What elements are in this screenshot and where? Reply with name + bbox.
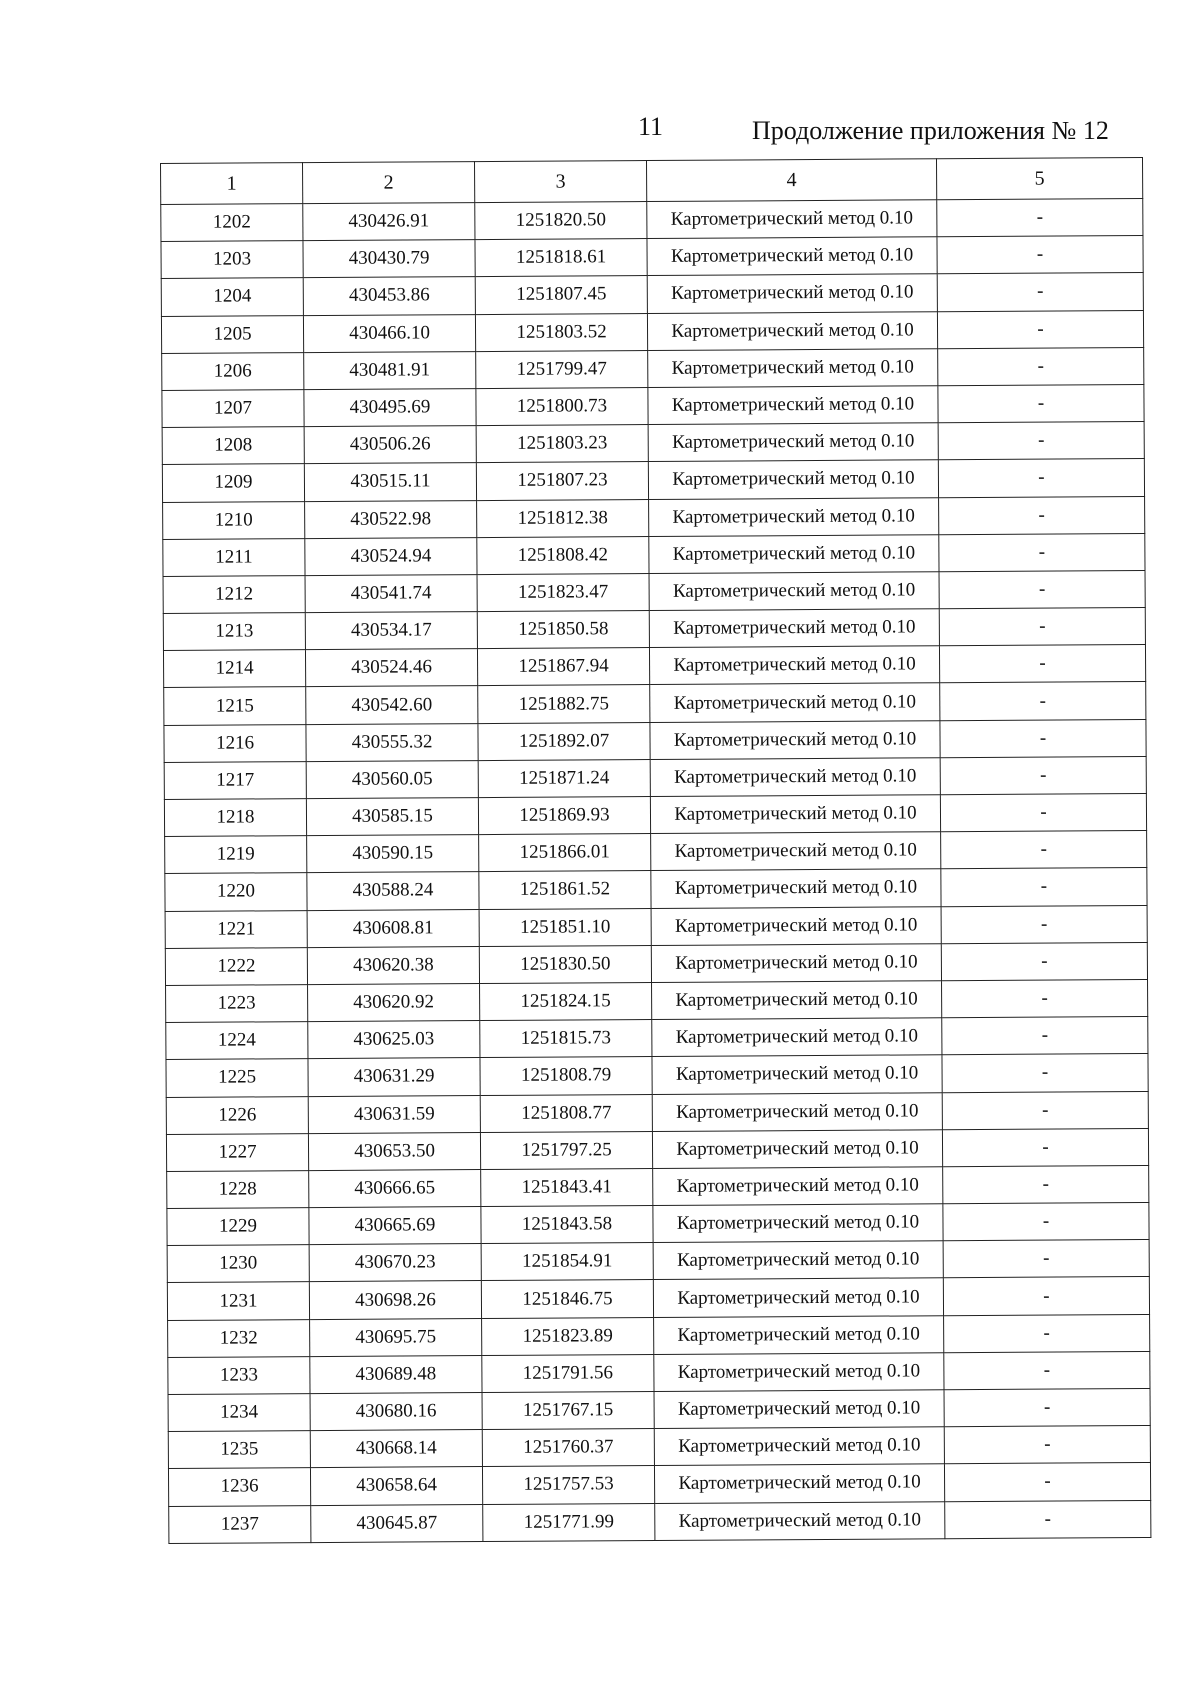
method-cell: Картометрический метод 0.10 xyxy=(655,1501,945,1540)
method-cell: Картометрический метод 0.10 xyxy=(649,609,939,648)
table-row xyxy=(168,1463,1150,1506)
note-cell: - xyxy=(938,384,1144,422)
method-cell: Картометрический метод 0.10 xyxy=(654,1353,944,1392)
point-number-cell: 1213 xyxy=(163,613,305,651)
table-row xyxy=(169,1500,1151,1543)
note-cell: - xyxy=(938,459,1144,497)
y-coordinate-cell: 1251882.75 xyxy=(478,685,650,723)
page-heading: Продолжение приложения № 12 xyxy=(752,116,1109,145)
point-number-cell: 1210 xyxy=(163,501,305,539)
method-cell: Картометрический метод 0.10 xyxy=(652,1055,942,1094)
x-coordinate-cell: 430698.26 xyxy=(309,1281,481,1319)
note-cell: - xyxy=(943,1165,1149,1203)
point-number-cell: 1224 xyxy=(166,1022,308,1060)
point-number-cell: 1215 xyxy=(164,687,306,725)
x-coordinate-cell: 430541.74 xyxy=(305,574,477,612)
y-coordinate-cell: 1251807.23 xyxy=(476,462,648,500)
point-number-cell: 1211 xyxy=(163,538,305,576)
method-cell: Картометрический метод 0.10 xyxy=(652,981,942,1020)
note-cell: - xyxy=(941,868,1147,906)
point-number-cell: 1227 xyxy=(166,1133,308,1171)
y-coordinate-cell: 1251871.24 xyxy=(478,759,650,797)
method-cell: Картометрический метод 0.10 xyxy=(654,1315,944,1354)
x-coordinate-cell: 430555.32 xyxy=(306,723,478,761)
note-cell: - xyxy=(942,1128,1148,1166)
y-coordinate-cell: 1251850.58 xyxy=(477,611,649,649)
point-number-cell: 1225 xyxy=(166,1059,308,1097)
method-cell: Картометрический метод 0.10 xyxy=(649,534,939,573)
y-coordinate-cell: 1251803.52 xyxy=(475,313,647,351)
table-row xyxy=(167,1277,1149,1320)
column-header-2: 2 xyxy=(303,162,475,204)
point-number-cell: 1220 xyxy=(165,873,307,911)
header-row xyxy=(161,157,1143,204)
note-cell: - xyxy=(941,942,1147,980)
x-coordinate-cell: 430515.11 xyxy=(304,463,476,501)
table-row xyxy=(163,570,1145,613)
note-cell: - xyxy=(938,347,1144,385)
point-number-cell: 1232 xyxy=(168,1319,310,1357)
y-coordinate-cell: 1251869.93 xyxy=(478,797,650,835)
y-coordinate-cell: 1251808.77 xyxy=(480,1094,652,1132)
x-coordinate-cell: 430620.38 xyxy=(307,946,479,984)
table-row xyxy=(165,905,1147,948)
x-coordinate-cell: 430430.79 xyxy=(303,240,475,278)
x-coordinate-cell: 430631.59 xyxy=(308,1095,480,1133)
point-number-cell: 1217 xyxy=(164,761,306,799)
y-coordinate-cell: 1251760.37 xyxy=(482,1429,654,1467)
y-coordinate-cell: 1251791.56 xyxy=(482,1354,654,1392)
x-coordinate-cell: 430534.17 xyxy=(305,612,477,650)
point-number-cell: 1214 xyxy=(163,650,305,688)
y-coordinate-cell: 1251807.45 xyxy=(475,276,647,314)
x-coordinate-cell: 430560.05 xyxy=(306,760,478,798)
method-cell: Картометрический метод 0.10 xyxy=(648,423,938,462)
table-row xyxy=(165,831,1147,874)
method-cell: Картометрический метод 0.10 xyxy=(649,497,939,536)
y-coordinate-cell: 1251830.50 xyxy=(479,945,651,983)
note-cell: - xyxy=(939,570,1145,608)
x-coordinate-cell: 430625.03 xyxy=(308,1021,480,1059)
point-number-cell: 1204 xyxy=(161,278,303,316)
table-row xyxy=(168,1351,1150,1394)
method-cell: Картометрический метод 0.10 xyxy=(651,869,941,908)
method-cell: Картометрический метод 0.10 xyxy=(653,1204,943,1243)
point-number-cell: 1203 xyxy=(161,241,303,279)
table-header xyxy=(161,157,1143,204)
y-coordinate-cell: 1251799.47 xyxy=(476,350,648,388)
y-coordinate-cell: 1251823.47 xyxy=(477,573,649,611)
table-row xyxy=(164,682,1146,725)
x-coordinate-cell: 430666.65 xyxy=(309,1169,481,1207)
note-cell: - xyxy=(943,1277,1149,1315)
x-coordinate-cell: 430645.87 xyxy=(311,1504,483,1542)
method-cell: Картометрический метод 0.10 xyxy=(648,386,938,425)
y-coordinate-cell: 1251867.94 xyxy=(477,648,649,686)
table-row xyxy=(168,1314,1150,1357)
x-coordinate-cell: 430466.10 xyxy=(303,314,475,352)
x-coordinate-cell: 430522.98 xyxy=(305,500,477,538)
note-cell: - xyxy=(939,533,1145,571)
note-cell: - xyxy=(945,1500,1151,1538)
point-number-cell: 1231 xyxy=(167,1282,309,1320)
note-cell: - xyxy=(939,645,1145,683)
y-coordinate-cell: 1251800.73 xyxy=(476,387,648,425)
method-cell: Картометрический метод 0.10 xyxy=(648,349,938,388)
method-cell: Картометрический метод 0.10 xyxy=(649,646,939,685)
note-cell: - xyxy=(944,1351,1150,1389)
x-coordinate-cell: 430653.50 xyxy=(308,1132,480,1170)
y-coordinate-cell: 1251846.75 xyxy=(481,1280,653,1318)
note-cell: - xyxy=(940,756,1146,794)
table-row xyxy=(161,198,1143,241)
point-number-cell: 1229 xyxy=(167,1208,309,1246)
y-coordinate-cell: 1251808.42 xyxy=(477,536,649,574)
y-coordinate-cell: 1251818.61 xyxy=(475,239,647,277)
point-number-cell: 1233 xyxy=(168,1356,310,1394)
method-cell: Картометрический метод 0.10 xyxy=(650,758,940,797)
note-cell: - xyxy=(942,1054,1148,1092)
note-cell: - xyxy=(943,1203,1149,1241)
page-number: 11 xyxy=(638,112,664,141)
y-coordinate-cell: 1251812.38 xyxy=(477,499,649,537)
y-coordinate-cell: 1251771.99 xyxy=(483,1503,655,1541)
note-cell: - xyxy=(944,1426,1150,1464)
table-row xyxy=(168,1426,1150,1469)
coordinates-table xyxy=(160,157,1151,1544)
column-header-5: 5 xyxy=(936,157,1142,199)
table-row xyxy=(161,273,1143,316)
x-coordinate-cell: 430524.94 xyxy=(305,537,477,575)
table-row xyxy=(166,1128,1148,1171)
note-cell: - xyxy=(937,273,1143,311)
x-coordinate-cell: 430665.69 xyxy=(309,1207,481,1245)
table-row xyxy=(164,719,1146,762)
y-coordinate-cell: 1251824.15 xyxy=(480,982,652,1020)
table-row xyxy=(162,347,1144,390)
table-row xyxy=(166,1017,1148,1060)
table-row xyxy=(166,1091,1148,1134)
point-number-cell: 1221 xyxy=(165,910,307,948)
y-coordinate-cell: 1251797.25 xyxy=(480,1131,652,1169)
y-coordinate-cell: 1251803.23 xyxy=(476,425,648,463)
note-cell: - xyxy=(937,198,1143,236)
table-row xyxy=(165,868,1147,911)
x-coordinate-cell: 430680.16 xyxy=(310,1393,482,1431)
y-coordinate-cell: 1251866.01 xyxy=(479,834,651,872)
point-number-cell: 1206 xyxy=(162,352,304,390)
point-number-cell: 1226 xyxy=(166,1096,308,1134)
y-coordinate-cell: 1251843.41 xyxy=(481,1168,653,1206)
note-cell: - xyxy=(943,1240,1149,1278)
method-cell: Картометрический метод 0.10 xyxy=(648,460,938,499)
table-row xyxy=(163,645,1145,688)
x-coordinate-cell: 430608.81 xyxy=(307,909,479,947)
note-cell: - xyxy=(938,422,1144,460)
method-cell: Картометрический метод 0.10 xyxy=(647,237,937,276)
point-number-cell: 1209 xyxy=(162,464,304,502)
method-cell: Картометрический метод 0.10 xyxy=(651,906,941,945)
table-row xyxy=(162,384,1144,427)
x-coordinate-cell: 430689.48 xyxy=(310,1355,482,1393)
table-row xyxy=(162,459,1144,502)
method-cell: Картометрический метод 0.10 xyxy=(647,200,937,239)
method-cell: Картометрический метод 0.10 xyxy=(650,720,940,759)
method-cell: Картометрический метод 0.10 xyxy=(647,274,937,313)
table-row xyxy=(164,793,1146,836)
note-cell: - xyxy=(941,831,1147,869)
note-cell: - xyxy=(939,496,1145,534)
table-body xyxy=(161,198,1151,1543)
table-row xyxy=(164,756,1146,799)
column-header-3: 3 xyxy=(474,161,646,203)
table-row xyxy=(166,1054,1148,1097)
note-cell: - xyxy=(942,979,1148,1017)
x-coordinate-cell: 430658.64 xyxy=(310,1467,482,1505)
x-coordinate-cell: 430695.75 xyxy=(310,1318,482,1356)
point-number-cell: 1207 xyxy=(162,390,304,428)
x-coordinate-cell: 430588.24 xyxy=(307,872,479,910)
point-number-cell: 1234 xyxy=(168,1394,310,1432)
table-row xyxy=(166,979,1148,1022)
method-cell: Картометрический метод 0.10 xyxy=(651,943,941,982)
x-coordinate-cell: 430670.23 xyxy=(309,1244,481,1282)
point-number-cell: 1205 xyxy=(161,315,303,353)
y-coordinate-cell: 1251808.79 xyxy=(480,1057,652,1095)
x-coordinate-cell: 430542.60 xyxy=(306,686,478,724)
table-row xyxy=(167,1240,1149,1283)
point-number-cell: 1218 xyxy=(164,799,306,837)
note-cell: - xyxy=(937,310,1143,348)
point-number-cell: 1219 xyxy=(165,836,307,874)
note-cell: - xyxy=(940,719,1146,757)
x-coordinate-cell: 430631.29 xyxy=(308,1058,480,1096)
x-coordinate-cell: 430620.92 xyxy=(308,984,480,1022)
x-coordinate-cell: 430668.14 xyxy=(310,1430,482,1468)
point-number-cell: 1216 xyxy=(164,724,306,762)
note-cell: - xyxy=(942,1091,1148,1129)
table-row xyxy=(163,533,1145,576)
y-coordinate-cell: 1251820.50 xyxy=(475,202,647,240)
method-cell: Картометрический метод 0.10 xyxy=(649,572,939,611)
method-cell: Картометрический метод 0.10 xyxy=(654,1390,944,1429)
point-number-cell: 1228 xyxy=(167,1170,309,1208)
table-row xyxy=(161,236,1143,279)
table-row xyxy=(163,608,1145,651)
method-cell: Картометрический метод 0.10 xyxy=(653,1241,943,1280)
x-coordinate-cell: 430524.46 xyxy=(305,649,477,687)
point-number-cell: 1208 xyxy=(162,427,304,465)
note-cell: - xyxy=(942,1017,1148,1055)
x-coordinate-cell: 430481.91 xyxy=(304,351,476,389)
x-coordinate-cell: 430506.26 xyxy=(304,426,476,464)
table-row xyxy=(165,942,1147,985)
method-cell: Картометрический метод 0.10 xyxy=(647,311,937,350)
table-row xyxy=(163,496,1145,539)
y-coordinate-cell: 1251861.52 xyxy=(479,871,651,909)
method-cell: Картометрический метод 0.10 xyxy=(650,795,940,834)
coordinates-table-wrap xyxy=(160,157,1150,1544)
table-row xyxy=(161,310,1143,353)
table-row xyxy=(162,422,1144,465)
method-cell: Картометрический метод 0.10 xyxy=(654,1427,944,1466)
point-number-cell: 1230 xyxy=(167,1245,309,1283)
y-coordinate-cell: 1251851.10 xyxy=(479,908,651,946)
table-row xyxy=(168,1388,1150,1431)
table-row xyxy=(167,1165,1149,1208)
point-number-cell: 1202 xyxy=(161,204,303,242)
y-coordinate-cell: 1251757.53 xyxy=(482,1466,654,1504)
method-cell: Картометрический метод 0.10 xyxy=(654,1464,944,1503)
x-coordinate-cell: 430453.86 xyxy=(303,277,475,315)
point-number-cell: 1235 xyxy=(168,1431,310,1469)
x-coordinate-cell: 430585.15 xyxy=(306,798,478,836)
note-cell: - xyxy=(937,236,1143,274)
x-coordinate-cell: 430426.91 xyxy=(303,203,475,241)
method-cell: Картометрический метод 0.10 xyxy=(652,1092,942,1131)
y-coordinate-cell: 1251854.91 xyxy=(481,1243,653,1281)
y-coordinate-cell: 1251767.15 xyxy=(482,1392,654,1430)
point-number-cell: 1222 xyxy=(165,947,307,985)
point-number-cell: 1212 xyxy=(163,575,305,613)
method-cell: Картометрический метод 0.10 xyxy=(653,1278,943,1317)
y-coordinate-cell: 1251823.89 xyxy=(482,1317,654,1355)
note-cell: - xyxy=(940,793,1146,831)
note-cell: - xyxy=(939,608,1145,646)
note-cell: - xyxy=(941,905,1147,943)
note-cell: - xyxy=(944,1463,1150,1501)
column-header-4: 4 xyxy=(646,159,936,202)
note-cell: - xyxy=(944,1314,1150,1352)
x-coordinate-cell: 430495.69 xyxy=(304,389,476,427)
x-coordinate-cell: 430590.15 xyxy=(307,835,479,873)
table-row xyxy=(167,1203,1149,1246)
note-cell: - xyxy=(940,682,1146,720)
point-number-cell: 1236 xyxy=(168,1468,310,1506)
y-coordinate-cell: 1251815.73 xyxy=(480,1020,652,1058)
method-cell: Картометрический метод 0.10 xyxy=(652,1018,942,1057)
y-coordinate-cell: 1251843.58 xyxy=(481,1206,653,1244)
column-header-1: 1 xyxy=(161,163,303,205)
method-cell: Картометрический метод 0.10 xyxy=(653,1167,943,1206)
point-number-cell: 1223 xyxy=(166,985,308,1023)
y-coordinate-cell: 1251892.07 xyxy=(478,722,650,760)
method-cell: Картометрический метод 0.10 xyxy=(652,1129,942,1168)
method-cell: Картометрический метод 0.10 xyxy=(651,832,941,871)
point-number-cell: 1237 xyxy=(169,1505,311,1543)
note-cell: - xyxy=(944,1388,1150,1426)
method-cell: Картометрический метод 0.10 xyxy=(650,683,940,722)
